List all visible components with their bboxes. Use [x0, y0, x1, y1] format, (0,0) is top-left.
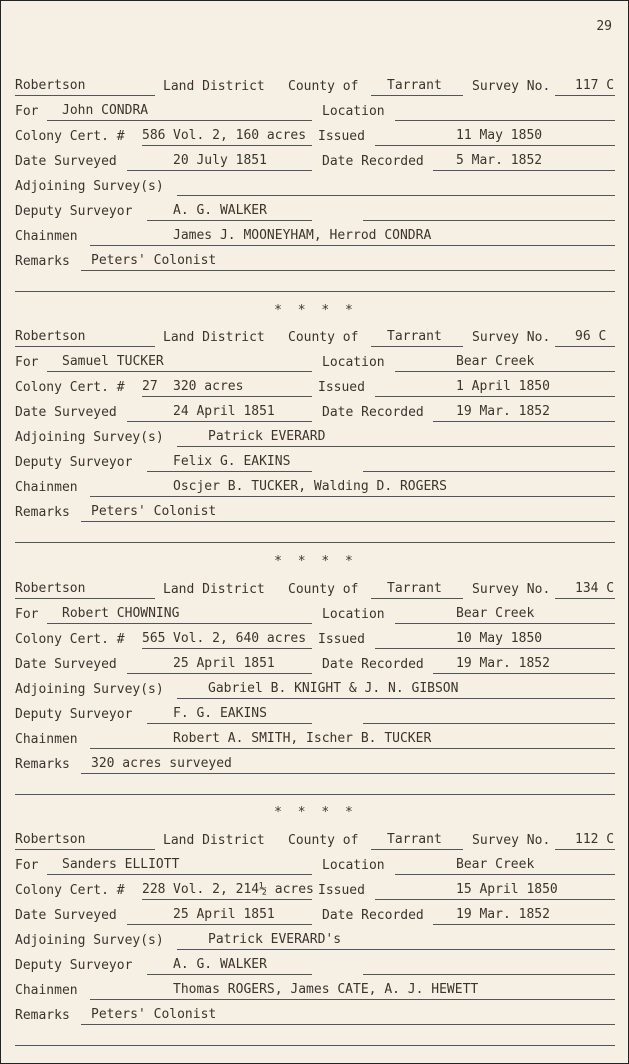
underline [395, 623, 615, 624]
date-surveyed-label: Date Surveyed [15, 908, 117, 923]
form-row [15, 251, 615, 276]
acres-value: Vol. 2, 640 acres [173, 631, 307, 646]
remarks-label: Remarks [15, 505, 70, 520]
blank-line [15, 291, 615, 292]
county-value: Tarrant [387, 329, 442, 344]
page-number: 29 [596, 19, 612, 34]
underline [147, 471, 312, 472]
form-row [15, 126, 615, 151]
underline [47, 874, 312, 875]
underline [81, 521, 615, 522]
underline [177, 446, 615, 447]
form-row [15, 930, 615, 955]
date-recorded-value: 19 Mar. 1852 [456, 907, 550, 922]
issued-value: 10 May 1850 [456, 631, 543, 646]
form-row [15, 830, 615, 855]
date-recorded-label: Date Recorded [322, 908, 424, 923]
form-row [15, 201, 615, 226]
county-value: Tarrant [387, 78, 442, 93]
issued-label: Issued [318, 632, 365, 647]
chainmen-value: Robert A. SMITH, Ischer B. TUCKER [173, 731, 432, 746]
underline [177, 949, 615, 950]
form-row [15, 729, 615, 754]
underline [375, 145, 615, 146]
survey-no-value: 134 C [575, 581, 615, 596]
remarks-label: Remarks [15, 1008, 70, 1023]
form-row [15, 402, 615, 427]
remarks-value: Peters' Colonist [91, 1007, 217, 1022]
separator-stars: * * * * [274, 303, 357, 318]
underline [47, 371, 312, 372]
for-label: For [15, 104, 39, 119]
form-row [15, 604, 615, 629]
location-label: Location [322, 607, 385, 622]
underline [90, 999, 615, 1000]
underline [90, 496, 615, 497]
underline [147, 723, 312, 724]
underline [127, 673, 312, 674]
underline [363, 723, 615, 724]
remarks-value: 320 acres surveyed [91, 756, 232, 771]
remarks-label: Remarks [15, 757, 70, 772]
county-value: Tarrant [387, 832, 442, 847]
deputy-value: A. G. WALKER [173, 957, 267, 972]
adjoining-label: Adjoining Survey(s) [15, 682, 164, 697]
underline [375, 396, 615, 397]
date-surveyed-label: Date Surveyed [15, 657, 117, 672]
for-label: For [15, 858, 39, 873]
underline [395, 371, 615, 372]
form-row [15, 502, 615, 527]
for-label: For [15, 355, 39, 370]
deputy-label: Deputy Surveyor [15, 204, 133, 219]
issued-label: Issued [318, 883, 365, 898]
underline [363, 220, 615, 221]
underline [177, 195, 615, 196]
underline [142, 145, 312, 146]
for-value: Samuel TUCKER [62, 354, 164, 369]
form-row [15, 754, 615, 779]
underline [363, 974, 615, 975]
district-value: Robertson [15, 832, 86, 847]
form-row [15, 880, 615, 905]
survey-no-label: Survey No. [472, 582, 551, 597]
underline [177, 698, 615, 699]
underline [142, 648, 312, 649]
underline [15, 346, 155, 347]
colony-cert-value: 586 [142, 128, 166, 143]
remarks-label: Remarks [15, 254, 70, 269]
location-value: Bear Creek [456, 354, 535, 369]
underline [433, 673, 615, 674]
chainmen-label: Chainmen [15, 732, 78, 747]
form-row [15, 76, 615, 101]
underline [433, 924, 615, 925]
adjoining-label: Adjoining Survey(s) [15, 933, 164, 948]
for-value: John CONDRA [62, 103, 149, 118]
date-surveyed-label: Date Surveyed [15, 154, 117, 169]
for-value: Robert CHOWNING [62, 606, 180, 621]
deputy-label: Deputy Surveyor [15, 958, 133, 973]
county-label: County of [288, 79, 359, 94]
date-recorded-label: Date Recorded [322, 154, 424, 169]
survey-no-value: 96 C [575, 329, 607, 344]
issued-value: 11 May 1850 [456, 128, 543, 143]
date-recorded-label: Date Recorded [322, 405, 424, 420]
colony-cert-label: Colony Cert. # [15, 380, 125, 395]
district-label: Land District [163, 582, 265, 597]
underline [555, 95, 615, 96]
adjoining-label: Adjoining Survey(s) [15, 430, 164, 445]
survey-no-label: Survey No. [472, 833, 551, 848]
district-value: Robertson [15, 581, 86, 596]
form-row [15, 629, 615, 654]
underline [81, 773, 615, 774]
underline [81, 270, 615, 271]
date-surveyed-value: 25 April 1851 [173, 656, 275, 671]
underline [15, 95, 155, 96]
district-value: Robertson [15, 329, 86, 344]
underline [127, 170, 312, 171]
issued-value: 15 April 1850 [456, 882, 558, 897]
issued-label: Issued [318, 380, 365, 395]
underline [142, 396, 312, 397]
separator-stars: * * * * [274, 805, 357, 820]
survey-no-label: Survey No. [472, 330, 551, 345]
acres-value: Vol. 2, 160 acres [173, 128, 307, 143]
acres-value: 320 acres [173, 379, 244, 394]
survey-no-label: Survey No. [472, 79, 551, 94]
remarks-value: Peters' Colonist [91, 253, 217, 268]
district-label: Land District [163, 330, 265, 345]
date-recorded-value: 5 Mar. 1852 [456, 153, 543, 168]
location-label: Location [322, 104, 385, 119]
remarks-value: Peters' Colonist [91, 504, 217, 519]
underline [433, 170, 615, 171]
underline [90, 748, 615, 749]
date-recorded-value: 19 Mar. 1852 [456, 656, 550, 671]
separator-stars: * * * * [274, 554, 357, 569]
date-recorded-label: Date Recorded [322, 657, 424, 672]
blank-line [15, 542, 615, 543]
chainmen-label: Chainmen [15, 229, 78, 244]
survey-entry [15, 579, 615, 779]
underline [363, 471, 615, 472]
colony-cert-value: 228 [142, 882, 166, 897]
adjoining-value: Patrick EVERARD [208, 429, 326, 444]
colony-cert-label: Colony Cert. # [15, 632, 125, 647]
issued-label: Issued [318, 129, 365, 144]
underline [395, 874, 615, 875]
form-row [15, 579, 615, 604]
form-row [15, 176, 615, 201]
colony-cert-value: 27 [142, 379, 158, 394]
form-row [15, 101, 615, 126]
location-value: Bear Creek [456, 606, 535, 621]
survey-no-value: 117 C [575, 78, 615, 93]
underline [127, 924, 312, 925]
chainmen-value: Thomas ROGERS, James CATE, A. J. HEWETT [173, 982, 479, 997]
for-label: For [15, 607, 39, 622]
date-surveyed-value: 20 July 1851 [173, 153, 267, 168]
blank-line [15, 794, 615, 795]
underline [433, 421, 615, 422]
underline [555, 849, 615, 850]
form-row [15, 704, 615, 729]
form-row [15, 905, 615, 930]
underline [15, 598, 155, 599]
chainmen-value: James J. MOONEYHAM, Herrod CONDRA [173, 228, 432, 243]
underline [371, 598, 463, 599]
underline [47, 623, 312, 624]
survey-entry [15, 76, 615, 276]
deputy-label: Deputy Surveyor [15, 455, 133, 470]
form-row [15, 477, 615, 502]
underline [15, 849, 155, 850]
deputy-value: F. G. EAKINS [173, 706, 267, 721]
colony-cert-label: Colony Cert. # [15, 883, 125, 898]
location-value: Bear Creek [456, 857, 535, 872]
underline [81, 1024, 615, 1025]
county-value: Tarrant [387, 581, 442, 596]
form-row [15, 427, 615, 452]
deputy-label: Deputy Surveyor [15, 707, 133, 722]
district-label: Land District [163, 833, 265, 848]
county-label: County of [288, 582, 359, 597]
underline [555, 346, 615, 347]
issued-value: 1 April 1850 [456, 379, 550, 394]
underline [371, 849, 463, 850]
date-surveyed-label: Date Surveyed [15, 405, 117, 420]
underline [147, 974, 312, 975]
form-row [15, 955, 615, 980]
county-label: County of [288, 330, 359, 345]
form-row [15, 855, 615, 880]
district-value: Robertson [15, 78, 86, 93]
colony-cert-label: Colony Cert. # [15, 129, 125, 144]
underline [142, 899, 312, 900]
county-label: County of [288, 833, 359, 848]
deputy-value: Felix G. EAKINS [173, 454, 291, 469]
deputy-value: A. G. WALKER [173, 203, 267, 218]
date-recorded-value: 19 Mar. 1852 [456, 404, 550, 419]
form-row [15, 226, 615, 251]
form-row [15, 654, 615, 679]
blank-line [15, 1045, 615, 1046]
chainmen-value: Oscjer B. TUCKER, Walding D. ROGERS [173, 479, 447, 494]
underline [555, 598, 615, 599]
form-row [15, 980, 615, 1005]
form-row [15, 1005, 615, 1030]
underline [371, 346, 463, 347]
underline [371, 95, 463, 96]
chainmen-label: Chainmen [15, 480, 78, 495]
form-row [15, 452, 615, 477]
adjoining-value: Patrick EVERARD's [208, 932, 342, 947]
location-label: Location [322, 858, 385, 873]
underline [395, 120, 615, 121]
form-row [15, 377, 615, 402]
adjoining-value: Gabriel B. KNIGHT & J. N. GIBSON [208, 681, 459, 696]
district-label: Land District [163, 79, 265, 94]
form-row [15, 679, 615, 704]
underline [47, 120, 312, 121]
date-surveyed-value: 25 April 1851 [173, 907, 275, 922]
chainmen-label: Chainmen [15, 983, 78, 998]
survey-entry [15, 830, 615, 1030]
acres-value: Vol. 2, 214½ acres [173, 882, 314, 897]
underline [90, 245, 615, 246]
form-row [15, 327, 615, 352]
underline [127, 421, 312, 422]
colony-cert-value: 565 [142, 631, 166, 646]
underline [375, 899, 615, 900]
date-surveyed-value: 24 April 1851 [173, 404, 275, 419]
form-row [15, 352, 615, 377]
survey-no-value: 112 C [575, 832, 615, 847]
underline [375, 648, 615, 649]
adjoining-label: Adjoining Survey(s) [15, 179, 164, 194]
survey-entry [15, 327, 615, 527]
for-value: Sanders ELLIOTT [62, 857, 180, 872]
location-label: Location [322, 355, 385, 370]
form-row [15, 151, 615, 176]
underline [147, 220, 312, 221]
